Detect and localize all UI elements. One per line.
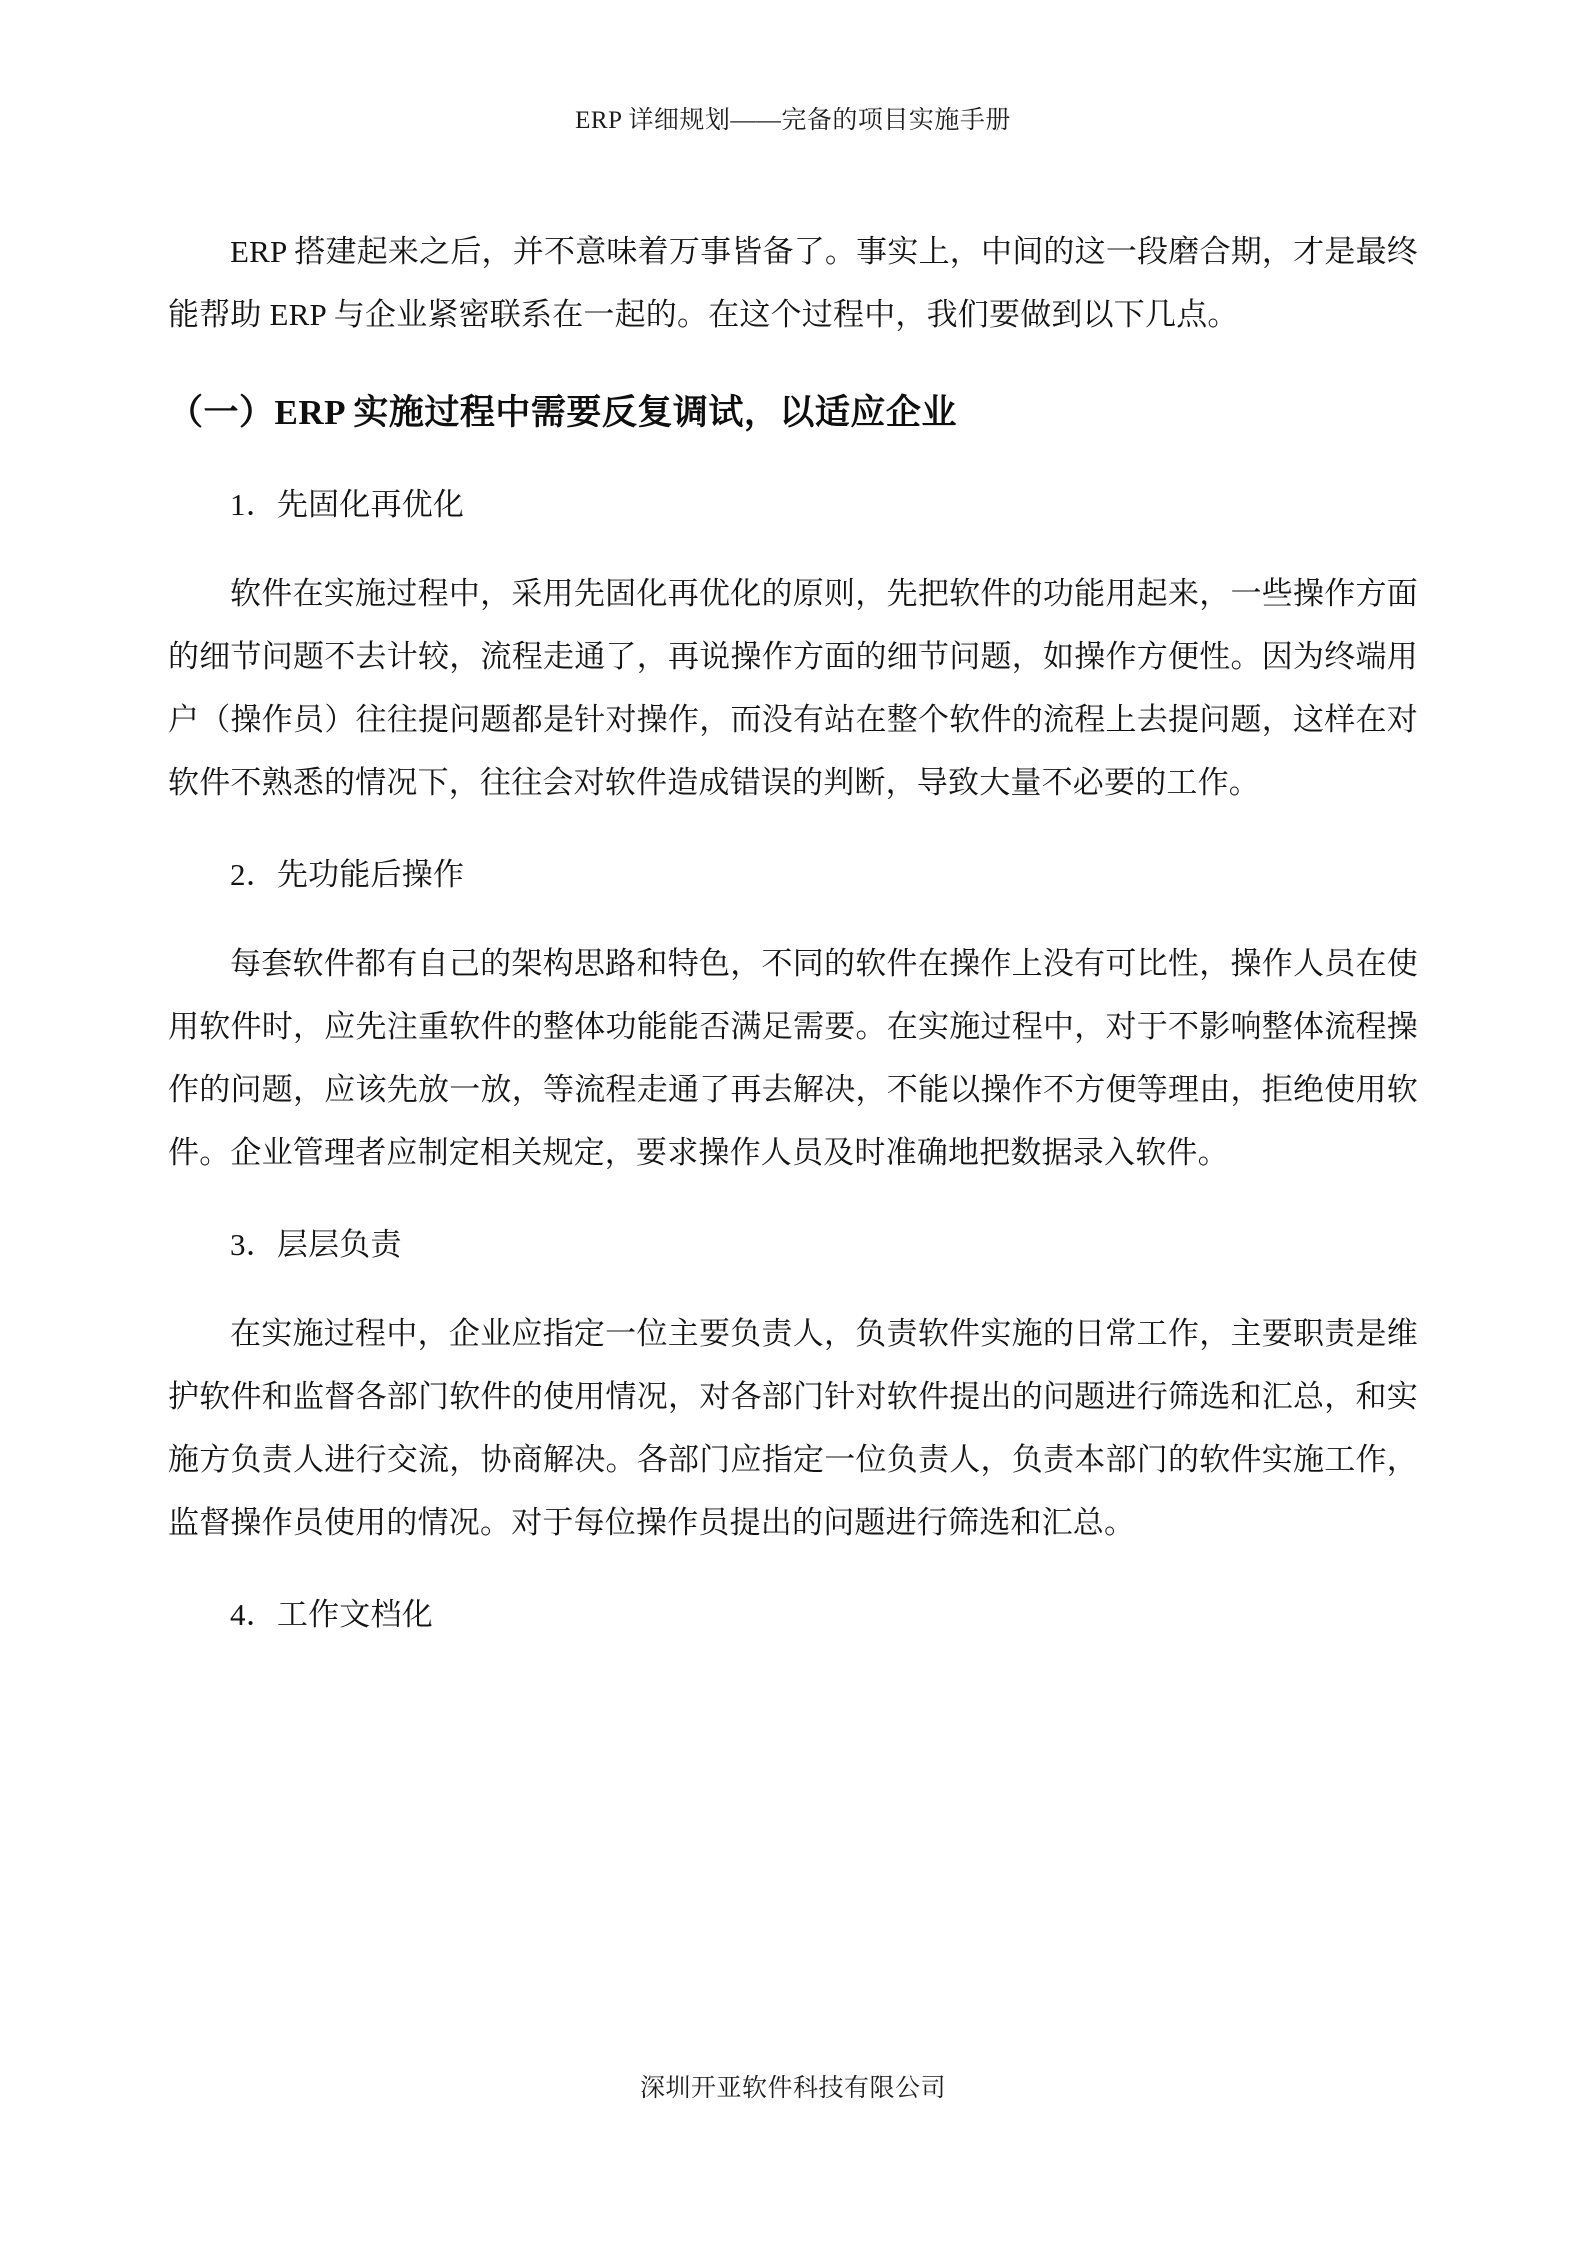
bottom-spacer: [168, 1672, 1418, 1742]
item-heading-1: 1．先固化再优化: [230, 487, 465, 522]
item-paragraph-2: 每套软件都有自己的架构思路和特色，不同的软件在操作上没有可比性，操作人员在使用软件时，应先注重软件的整体功能能否满足需要。在实施过程中，对于不影响整体流程操作的问题，应该先放一放，等流程走通了再去解决，不能以操作不方便等理由，拒绝使用软件。企业管理者应制定相关规定，要求操作人员及时准确地把数据录入软件。: [168, 946, 1418, 1170]
item-heading-3: 3．层层负责: [230, 1227, 402, 1262]
item-heading-4: 4．工作文档化: [230, 1597, 433, 1632]
page-footer: 深圳开亚软件科技有限公司: [639, 2075, 946, 2102]
item-paragraph-1: 软件在实施过程中，采用先固化再优化的原则，先把软件的功能用起来，一些操作方面的细节问题不去计较，流程走通了，再说操作方面的细节问题，如操作方便性。因为终端用户（操作员）往往提问题都是针对操作，而没有站在整个软件的流程上去提问题，这样在对软件不熟悉的情况下，往往会对软件造成错误的判断，导致大量不必要的工作。: [168, 576, 1418, 800]
document-body: [168, 220, 1418, 1742]
item-paragraph-3: 在实施过程中，企业应指定一位主要负责人，负责软件实施的日常工作，主要职责是维护软件和监督各部门软件的使用情况，对各部门针对软件提出的问题进行筛选和汇总，和实施方负责人进行交流，协商解决。各部门应指定一位负责人，负责本部门的软件实施工作，监督操作员使用的情况。对于每位操作员提出的问题进行筛选和汇总。: [168, 1316, 1418, 1540]
page-header: ERP 详细规划——完备的项目实施手册: [575, 107, 1011, 134]
item-heading-2: 2．先功能后操作: [230, 857, 465, 892]
section-heading: （一）ERP 实施过程中需要反复调试，以适应企业: [168, 393, 957, 432]
intro-paragraph: ERP 搭建起来之后，并不意味着万事皆备了。事实上，中间的这一段磨合期，才是最终能帮助 ERP 与企业紧密联系在一起的。在这个过程中，我们要做到以下几点。: [168, 234, 1418, 332]
